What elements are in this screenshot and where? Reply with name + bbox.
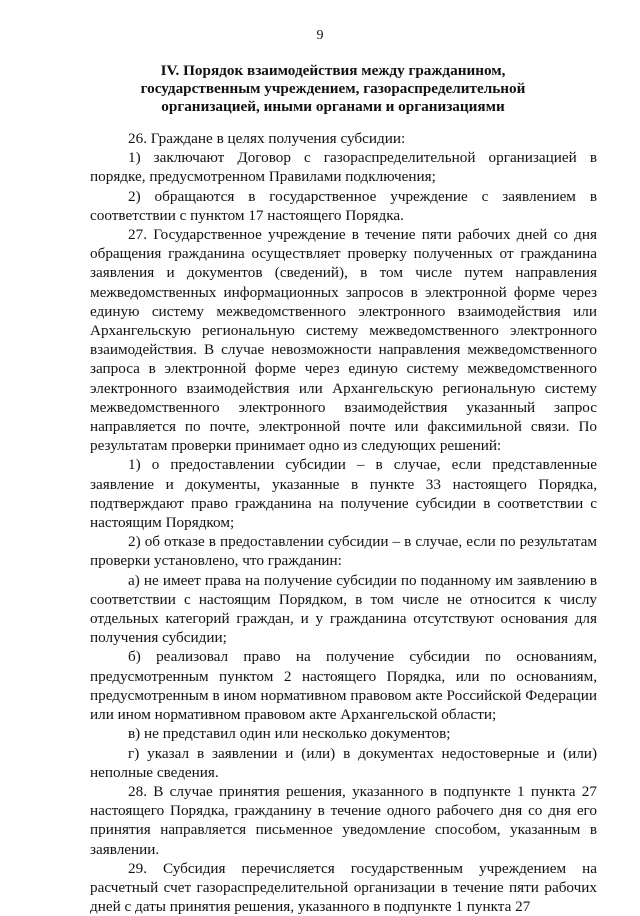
section-heading-line-1: IV. Порядок взаимодействия между гражданином, [160, 62, 506, 79]
paragraph-26: 26. Граждане в целях получения субсидии: [128, 130, 406, 147]
paragraph-27-subitem-g: г) указал в заявлении и (или) в документах недостоверные и (или) неполные сведения. [90, 744, 597, 781]
document-body [90, 129, 597, 916]
page-number: 9 [316, 28, 324, 43]
paragraph-27-item-1: 1) о предоставлении субсидии – в случае, если представленные заявление и документы, указанные в пункте 33 настоящего Порядка, подтверждают право гражданина на получение субсидии в соответствии с настоящим Порядком; [90, 456, 597, 532]
section-heading-line-2: государственным учреждением, газораспределительной [140, 80, 526, 97]
paragraph-29: 29. Субсидия перечисляется государственным учреждением на расчетный счет газораспределительной организации в течение пяти рабочих дней с даты принятия решения, указанного в подпункте 1 пункта 27 [90, 859, 597, 916]
paragraph-26-item-2: 2) обращаются в государственное учреждение с заявлением в соответствии с пунктом 17 настоящего Порядка. [90, 187, 597, 224]
paragraph-28: 28. В случае принятия решения, указанного в подпункте 1 пункта 27 настоящего Порядка, гражданину в течение одного рабочего дня со дня его принятия направляется письменное уведомление способом, указанным в заявлении. [90, 782, 597, 858]
paragraph-27-item-2: 2) об отказе в предоставлении субсидии – в случае, если по результатам проверки установлено, что гражданин: [90, 533, 597, 570]
paragraph-27-subitem-v: в) не представил один или несколько документов; [128, 725, 451, 743]
paragraph-27-subitem-a: а) не имеет права на получение субсидии по поданному им заявлению в соответствии с настоящим Порядком, в том числе не относится к числу отдельных категорий граждан, и у гражданина отсутствуют основания для получения субсидии; [90, 571, 597, 647]
paragraph-26-item-1: 1) заключают Договор с газораспределительной организацией в порядке, предусмотренном Правилами подключения; [90, 149, 597, 186]
paragraph-27: 27. Государственное учреждение в течение пяти рабочих дней со дня обращения гражданина осуществляет проверку полученных от гражданина заявления и документов (сведений), в том числе путем направления межведомственных информационных запросов в электронной форме через единую систему межведомственного электронного взаимодействия или Архангельскую региональную систему межведомственного электронного взаимодействия. В случае невозможности направления межведомственного запроса в электронной форме через единую систему межведомственного электронного взаимодействия или Архангельскую региональную систему межведомственного электронного взаимодействия указанный запрос направляется по почте, электронной почте или факсимильной связи. По результатам проверки принимает одно из следующих решений: [90, 226, 597, 455]
section-heading [90, 62, 576, 116]
section-heading-line-3: организацией, иными органами и организациями [161, 98, 505, 115]
paragraph-27-subitem-b: б) реализовал право на получение субсидии по основаниям, предусмотренным пунктом 2 настоящего Порядка, или по основаниям, предусмотренным в ином нормативном правовом акте Российской Федерации или ином нормативном правовом акте Архангельской области; [90, 648, 597, 724]
